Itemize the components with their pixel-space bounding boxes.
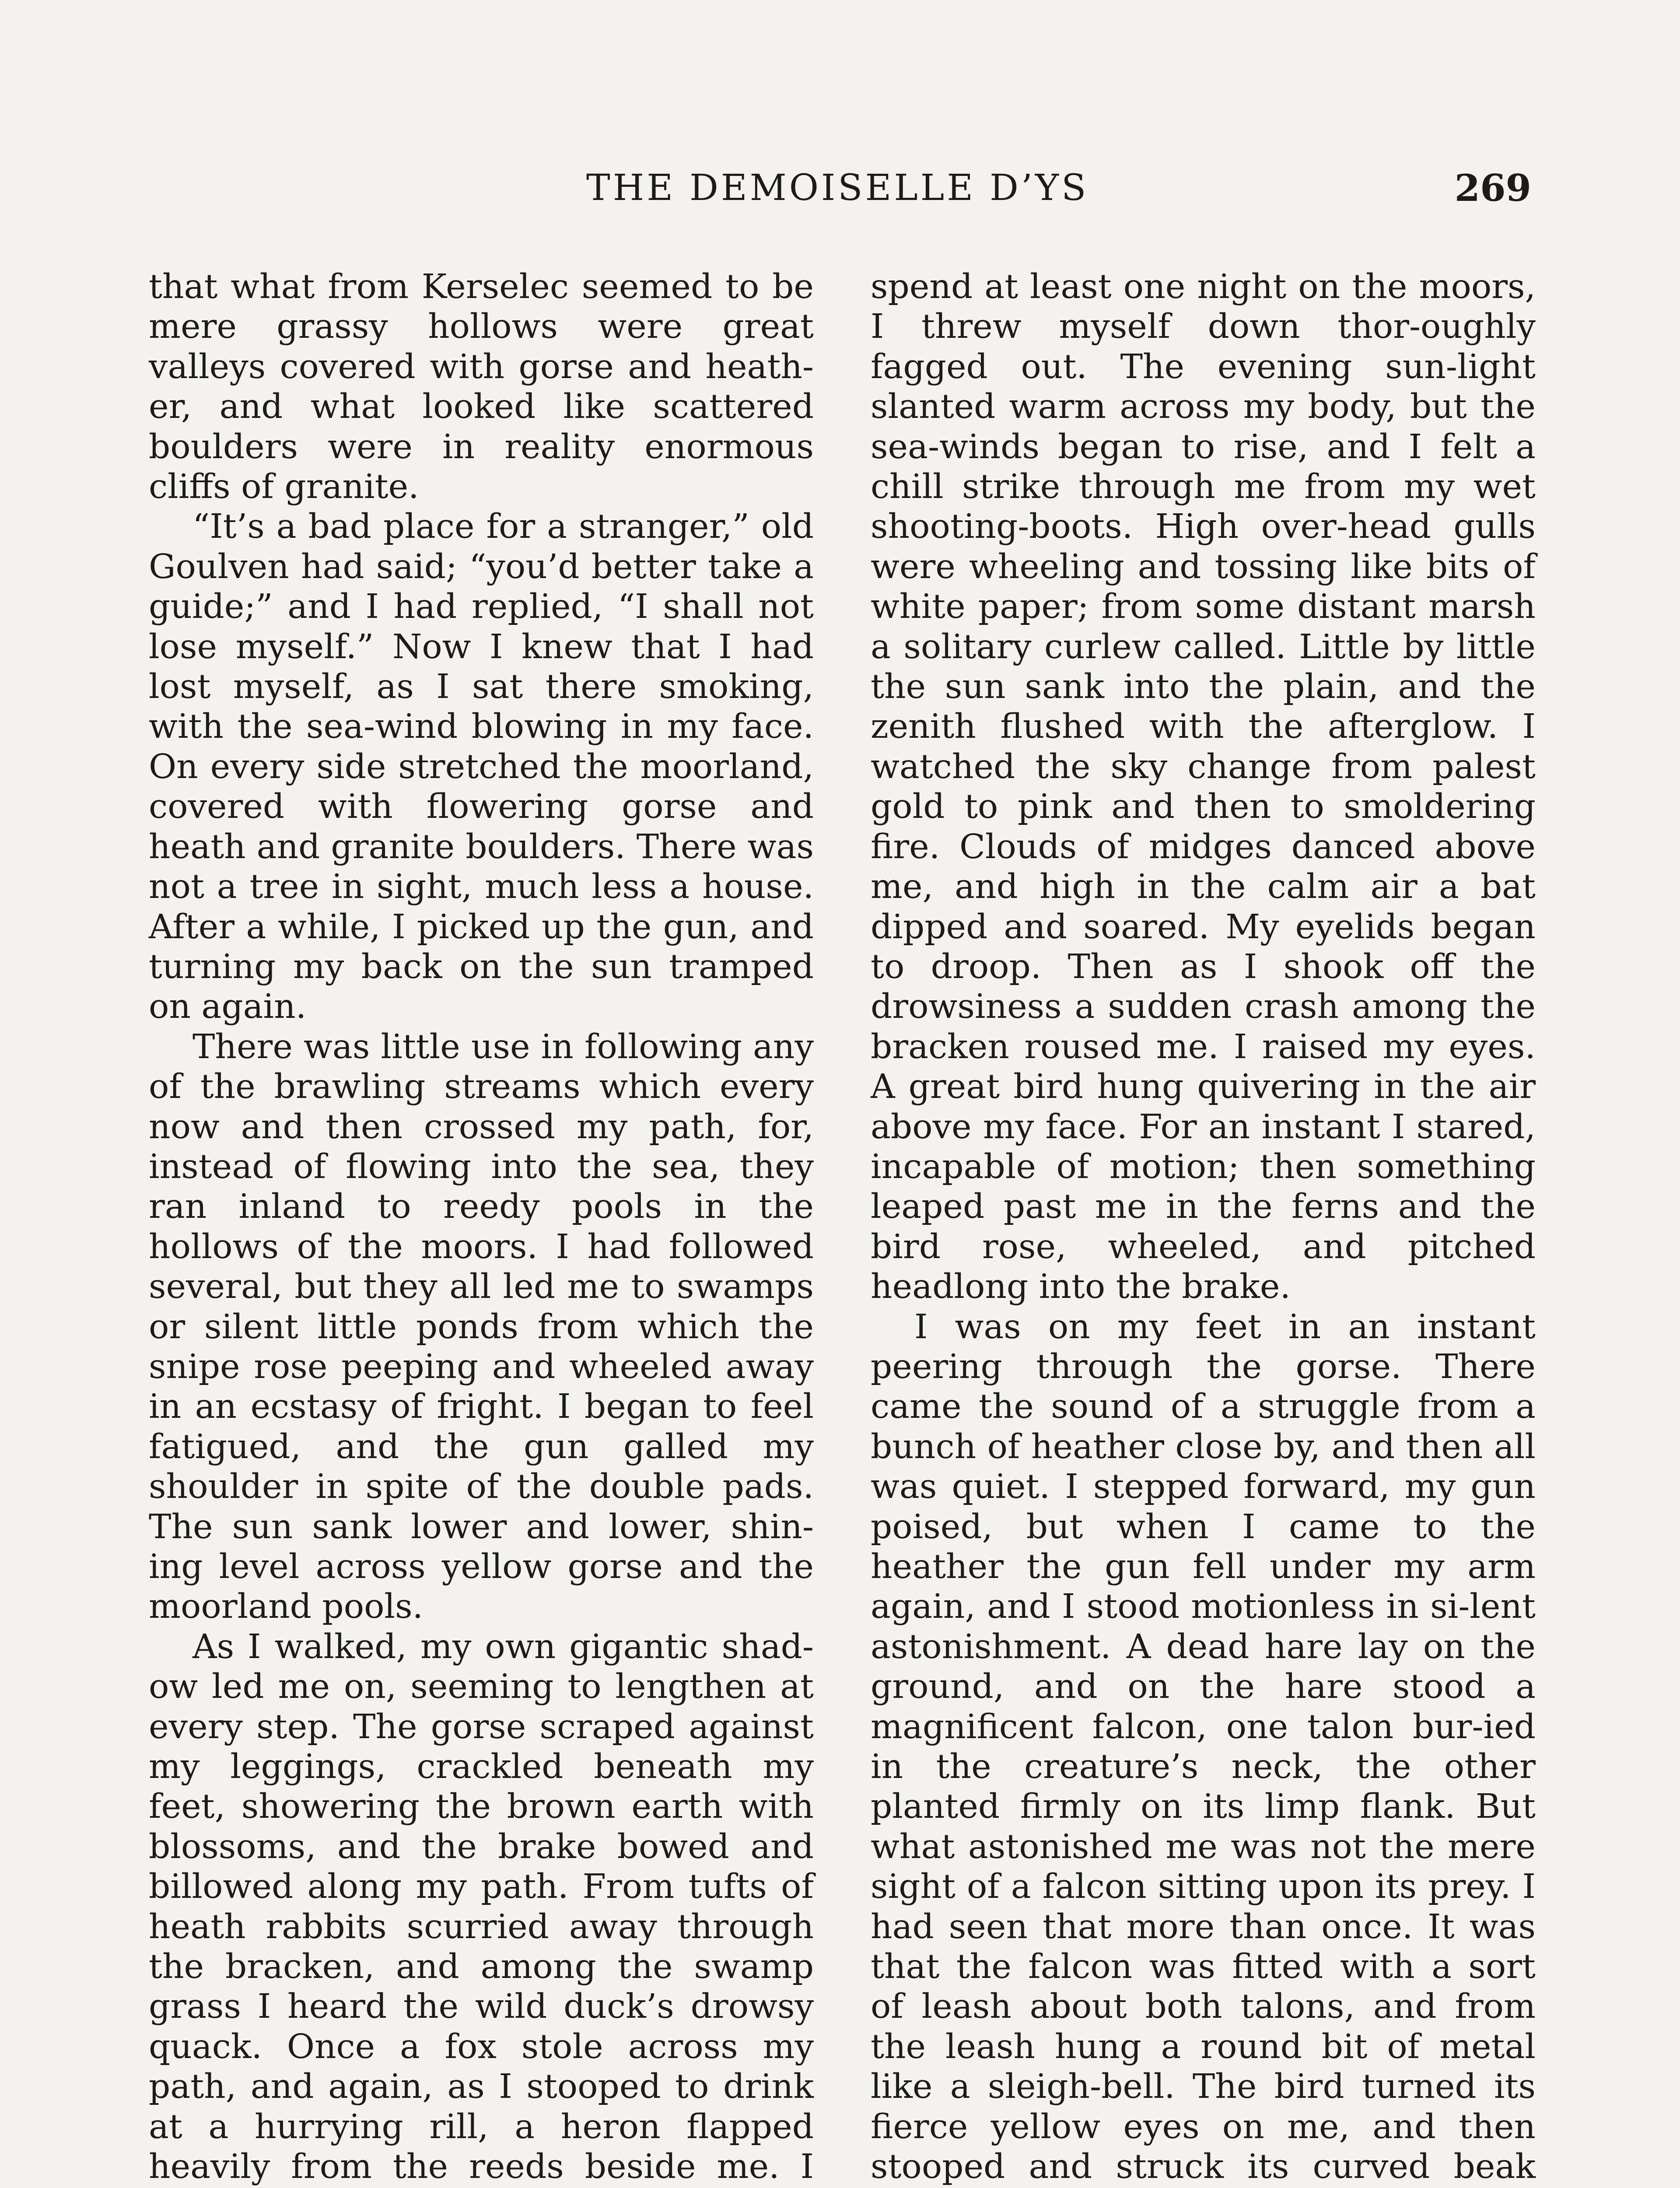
page-header [0, 166, 1680, 214]
page-number: 269 [1454, 166, 1531, 210]
paragraph: There was little use in following any of the brawling streams which every now and then crossed my path, for, instead of flowing into the sea, they ran inland to reedy pools in the hollows of the moors. I had followed several, but they all led me to swamps or silent little ponds from which the snipe rose peeping and wheeled away in an ecstasy of fright. I began to feel fatigued, and the gun galled my shoulder in spite of the double pads. The sun sank lower and lower, shin-ing level across yellow gorse and the moorland pools. [149, 1027, 814, 1627]
paragraph: “It’s a bad place for a stranger,” old Goulven had said; “you’d better take a guide;” and I had replied, “I shall not lose myself.” Now I knew that I had lost myself, as I sat there smoking, with the sea-wind blowing in my face. On every side stretched the moorland, covered with flowering gorse and heath and granite boulders. There was not a tree in sight, much less a house. After a while, I picked up the gun, and turning my back on the sun tramped on again. [149, 507, 814, 1027]
left-column [149, 267, 814, 2188]
right-column [871, 267, 1536, 2188]
paragraph: spend at least one night on the moors, I threw myself down thor-oughly fagged out. The evening sun-light slanted warm across my body, but the sea-winds began to rise, and I felt a chill strike through me from my wet shooting-boots. High over-head gulls were wheeling and tossing like bits of white paper; from some distant marsh a solitary curlew called. Little by little the sun sank into the plain, and the zenith flushed with the afterglow. I watched the sky change from palest gold to pink and then to smoldering fire. Clouds of midges danced above me, and high in the calm air a bat dipped and soared. My eyelids began to droop. Then as I shook off the drowsiness a sudden crash among the bracken roused me. I raised my eyes. A great bird hung quivering in the air above my face. For an instant I stared, incapable of motion; then something leaped past me in the ferns and the bird rose, wheeled, and pitched headlong into the brake. [871, 267, 1536, 1307]
paragraph: I was on my feet in an instant peering through the gorse. There came the sound of a struggle from a bunch of heather close by, and then all was quiet. I stepped forward, my gun poised, but when I came to the heather the gun fell under my arm again, and I stood motionless in si-lent astonishment. A dead hare lay on the ground, and on the hare stood a magnificent falcon, one talon bur-ied in the creature’s neck, the other planted firmly on its limp flank. But what astonished me was not the mere sight of a falcon sitting upon its prey. I had seen that more than once. It was that the falcon was fitted with a sort of leash about both talons, and from the leash hung a round bit of metal like a sleigh-bell. The bird turned its fierce yellow eyes on me, and then stooped and struck its curved beak [871, 1307, 1536, 2187]
paragraph: that what from Kerselec seemed to be mere grassy hollows were great valleys covered with gorse and heath-er, and what looked like scattered boulders were in reality enormous cliffs of granite. [149, 267, 814, 507]
running-title: THE DEMOISELLE D’YS [586, 167, 1089, 209]
paragraph: As I walked, my own gigantic shad-ow led me on, seeming to lengthen at every step. The gorse scraped against my leggings, crackled beneath my feet, showering the brown earth with blossoms, and the brake bowed and billowed along my path. From tufts of heath rabbits scurried away through the bracken, and among the swamp grass I heard the wild duck’s drowsy quack. Once a fox stole across my path, and again, as I stooped to drink at a hurrying rill, a heron flapped heavily from the reeds beside me. I [149, 1627, 814, 2187]
